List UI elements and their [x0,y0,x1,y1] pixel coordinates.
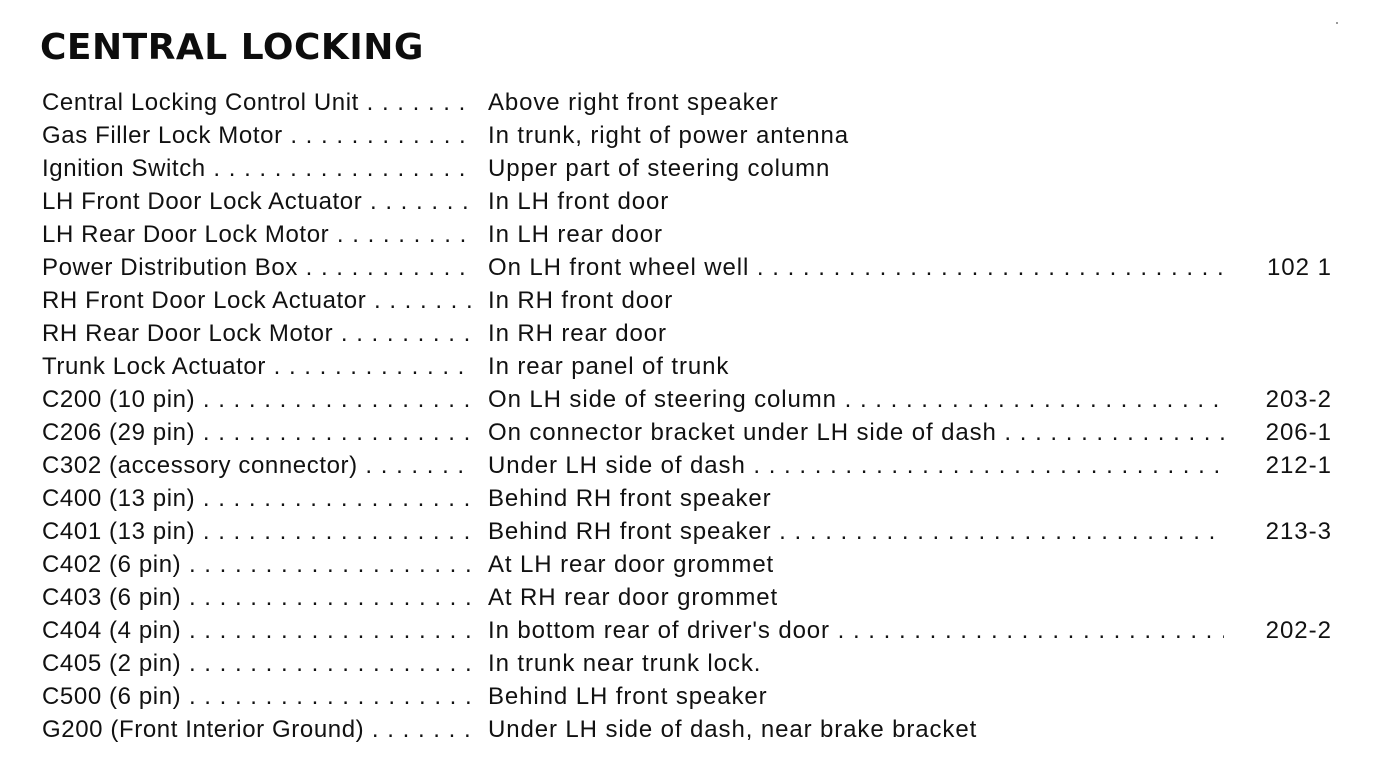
table-row [42,449,1332,482]
table-row [42,581,1332,614]
table-row [42,515,1332,548]
component-location: Under LH side of dash . . . [488,449,1224,482]
page-reference: 212-1 [1265,452,1332,479]
table-row [42,383,1332,416]
component-location: In trunk near trunk lock. [488,650,762,677]
component-location: Upper part of steering column [488,155,831,182]
component-location: Under LH side of dash, near brake bracket [488,716,978,743]
component-name: LH Rear Door Lock Motor . . . [42,218,474,251]
component-location: Behind RH front speaker . . . [488,515,1224,548]
table-row [42,350,1332,383]
component-name: C302 (accessory connector) . . . [42,449,474,482]
component-location-table [42,86,1332,746]
component-location: On LH side of steering column . . . [488,383,1224,416]
component-name: C400 (13 pin) . . . [42,482,474,515]
component-name: C500 (6 pin) . . . [42,680,474,713]
component-location: At RH rear door grommet [488,584,779,611]
page-reference: 202-2 [1265,617,1332,644]
scan-speck [1336,22,1338,24]
component-name: C206 (29 pin) . . . [42,416,474,449]
component-location: In bottom rear of driver's door . . . [488,614,1224,647]
component-location: In trunk, right of power antenna [488,122,850,149]
table-row [42,614,1332,647]
component-name: G200 (Front Interior Ground) . . . [42,713,474,746]
table-row [42,251,1332,284]
component-location: On connector bracket under LH side of dash . . . [488,416,1224,449]
table-row [42,713,1332,746]
component-location: On LH front wheel well . . . [488,251,1224,284]
table-row [42,482,1332,515]
component-name: LH Front Door Lock Actuator . . . [42,185,474,218]
component-location: In LH rear door [488,221,663,248]
component-name: C403 (6 pin) . . . [42,581,474,614]
component-name: C402 (6 pin) . . . [42,548,474,581]
component-name: C405 (2 pin) . . . [42,647,474,680]
component-name: RH Front Door Lock Actuator . . . [42,284,474,317]
component-name: Trunk Lock Actuator . . . [42,350,474,383]
table-row [42,152,1332,185]
component-location: At LH rear door grommet [488,551,775,578]
table-row [42,119,1332,152]
page-reference: 206-1 [1265,419,1332,446]
component-location: In RH rear door [488,320,667,347]
component-location: Behind RH front speaker [488,485,772,512]
component-name: C404 (4 pin) . . . [42,614,474,647]
page-reference: 102 1 [1266,254,1332,281]
section-title: CENTRAL LOCKING [40,27,424,68]
table-row [42,86,1332,119]
table-row [42,416,1332,449]
component-location: Above right front speaker [488,89,779,116]
component-name: C401 (13 pin) . . . [42,515,474,548]
component-name: Gas Filler Lock Motor . . . [42,119,474,152]
table-row [42,284,1332,317]
component-location: In RH front door [488,287,674,314]
component-location: In LH front door [488,188,670,215]
table-row [42,548,1332,581]
component-name: Central Locking Control Unit . . . [42,86,474,119]
table-row [42,317,1332,350]
page-reference: 213-3 [1265,518,1332,545]
component-location: In rear panel of trunk [488,353,730,380]
table-row [42,218,1332,251]
table-row [42,680,1332,713]
component-name: C200 (10 pin) . . . [42,383,474,416]
page-reference: 203-2 [1265,386,1332,413]
component-name: Power Distribution Box . . . [42,251,474,284]
component-name: RH Rear Door Lock Motor . . . [42,317,474,350]
component-name: Ignition Switch . . . [42,152,474,185]
table-row [42,185,1332,218]
table-row [42,647,1332,680]
component-location: Behind LH front speaker [488,683,768,710]
